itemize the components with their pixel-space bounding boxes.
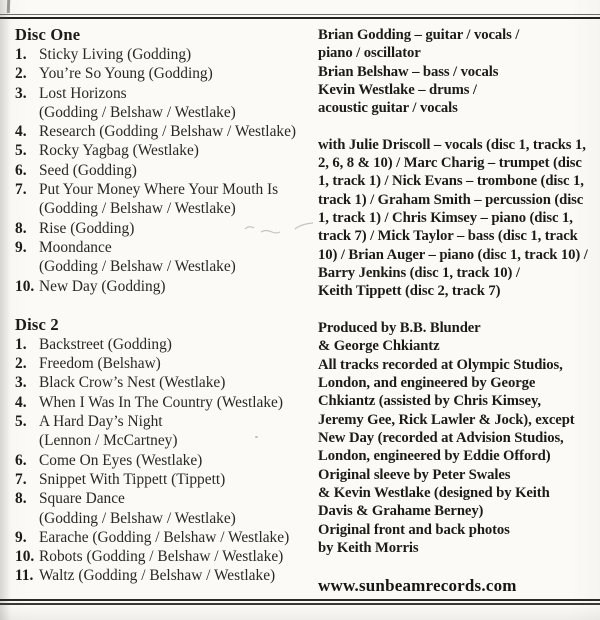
track-title-line: (Godding / Belshaw / Westlake) bbox=[39, 509, 236, 527]
track-row bbox=[15, 122, 311, 141]
track-number: 6. bbox=[15, 161, 27, 179]
track-number: 9. bbox=[15, 238, 27, 256]
credit-line: Produced by B.B. Blunder bbox=[318, 319, 481, 336]
credit-line: New Day (recorded at Advision Studios, bbox=[318, 429, 564, 446]
credit-line: Original sleeve by Peter Swales bbox=[318, 466, 511, 483]
credit-line: Kevin Westlake – drums / bbox=[318, 82, 477, 99]
track-number: 8. bbox=[15, 219, 27, 237]
production-credits-paragraph bbox=[318, 319, 598, 557]
record-label-website: www.sunbeamrecords.com bbox=[318, 576, 517, 596]
track-title bbox=[39, 354, 311, 373]
track-title-line: Square Dance bbox=[39, 490, 125, 508]
track-title bbox=[39, 64, 311, 83]
credit-line: 10) / Brian Auger – piano (disc 1, track 10) / bbox=[318, 246, 588, 263]
track-row bbox=[15, 161, 311, 180]
track-number: 7. bbox=[15, 470, 27, 488]
track-title bbox=[39, 84, 311, 123]
credit-line: 1, track 1) / Chris Kimsey – piano (disc 1, bbox=[318, 210, 573, 227]
track-row bbox=[15, 489, 311, 528]
track-title bbox=[39, 547, 311, 566]
track-number: 2. bbox=[15, 65, 27, 83]
credit-line: 2, 6, 8 & 10) / Marc Charig – trumpet (disc bbox=[318, 155, 582, 172]
track-row bbox=[15, 412, 311, 451]
credit-line: Barry Jenkins (disc 1, track 10) / bbox=[318, 265, 520, 282]
track-title bbox=[39, 141, 311, 160]
track-title bbox=[39, 122, 311, 141]
track-number: 6. bbox=[15, 451, 27, 469]
track-number: 3. bbox=[15, 374, 27, 392]
track-row bbox=[15, 64, 311, 83]
track-title-line: (Godding / Belshaw / Westlake) bbox=[39, 103, 236, 121]
credit-line: & Kevin Westlake (designed by Keith bbox=[318, 484, 550, 501]
disc-one-section bbox=[15, 24, 311, 296]
disc-one-track-list bbox=[15, 45, 311, 296]
track-number: 7. bbox=[15, 181, 27, 199]
track-title-line: (Godding / Belshaw / Westlake) bbox=[39, 258, 236, 276]
credit-line: Jeremy Gee, Rick Lawler & Jock), except bbox=[318, 411, 575, 428]
track-row bbox=[15, 451, 311, 470]
track-title-line: You’re So Young (Godding) bbox=[39, 65, 213, 83]
band-musicians-paragraph bbox=[318, 26, 598, 118]
track-title-line: Rocky Yagbag (Westlake) bbox=[39, 142, 199, 160]
scan-left-edge-shadow bbox=[0, 0, 11, 620]
track-number: 3. bbox=[15, 84, 27, 102]
disc-two-track-list bbox=[15, 335, 311, 586]
track-row bbox=[15, 470, 311, 489]
track-title-line: Research (Godding / Belshaw / Westlake) bbox=[39, 123, 297, 141]
track-number: 9. bbox=[15, 528, 27, 546]
track-title bbox=[39, 277, 311, 296]
track-title-line: Put Your Money Where Your Mouth Is bbox=[39, 181, 279, 199]
scan-corner-streak-artifact bbox=[7, 0, 10, 13]
track-title bbox=[39, 238, 311, 277]
credit-line: piano / oscillator bbox=[318, 45, 421, 62]
track-title-line: Earache (Godding / Belshaw / Westlake) bbox=[39, 528, 290, 546]
track-title bbox=[39, 393, 311, 412]
track-title-line: New Day (Godding) bbox=[39, 277, 166, 295]
track-row bbox=[15, 84, 311, 123]
track-title-line: Snippet With Tippett (Tippett) bbox=[39, 470, 226, 488]
credit-line: acoustic guitar / vocals bbox=[318, 100, 458, 117]
credit-line: 1, track 1) / Nick Evans – trombone (disc 1, bbox=[318, 173, 584, 190]
credit-line: London, and engineered by George bbox=[318, 374, 536, 391]
track-number: 10. bbox=[15, 548, 35, 566]
credits-column bbox=[318, 26, 598, 597]
guest-musicians-paragraph bbox=[318, 136, 598, 301]
track-title-line: Moondance bbox=[39, 238, 112, 256]
track-row bbox=[15, 354, 311, 373]
track-number: 4. bbox=[15, 123, 27, 141]
track-title-line: Robots (Godding / Belshaw / Westlake) bbox=[39, 548, 284, 566]
track-row bbox=[15, 393, 311, 412]
track-title-line: Backstreet (Godding) bbox=[39, 335, 172, 353]
track-title bbox=[39, 470, 311, 489]
credit-line: & George Chkiantz bbox=[318, 338, 440, 355]
track-title bbox=[39, 412, 311, 451]
track-number: 11. bbox=[15, 567, 34, 585]
track-number: 4. bbox=[15, 393, 27, 411]
track-number: 8. bbox=[15, 490, 27, 508]
track-title-line: (Godding / Belshaw / Westlake) bbox=[39, 200, 236, 218]
credit-line: by Keith Morris bbox=[318, 539, 419, 556]
disc-two-heading: Disc 2 bbox=[15, 314, 59, 334]
track-title bbox=[39, 489, 311, 528]
track-title bbox=[39, 566, 311, 585]
track-number: 2. bbox=[15, 355, 27, 373]
track-number: 5. bbox=[15, 142, 27, 160]
track-title-line: (Lennon / McCartney) bbox=[39, 432, 178, 450]
track-title bbox=[39, 373, 311, 392]
tracklist-column bbox=[15, 24, 311, 586]
track-title-line: A Hard Day’s Night bbox=[39, 413, 163, 431]
disc-two-section bbox=[15, 314, 311, 586]
track-row bbox=[15, 45, 311, 64]
track-title-line: Seed (Godding) bbox=[39, 161, 137, 179]
track-row bbox=[15, 335, 311, 354]
credit-line: Brian Godding – guitar / vocals / bbox=[318, 27, 520, 43]
track-title-line: Sticky Living (Godding) bbox=[39, 46, 192, 63]
track-row bbox=[15, 277, 311, 296]
track-row bbox=[15, 547, 311, 566]
top-double-rule bbox=[0, 14, 600, 19]
track-title bbox=[39, 335, 311, 354]
track-title-line: Rise (Godding) bbox=[39, 219, 135, 237]
credit-line: London, engineered by Eddie Offord) bbox=[318, 448, 551, 465]
track-title bbox=[39, 45, 311, 64]
track-row bbox=[15, 566, 311, 585]
track-number: 5. bbox=[15, 413, 27, 431]
track-title-line: Freedom (Belshaw) bbox=[39, 355, 161, 373]
credit-line: All tracks recorded at Olympic Studios, bbox=[318, 356, 563, 373]
track-number: 10. bbox=[15, 277, 35, 295]
credit-line: Chkiantz (assisted by Chris Kimsey, bbox=[318, 393, 541, 410]
track-title-line: Come On Eyes (Westlake) bbox=[39, 451, 203, 469]
credit-line: Original front and back photos bbox=[318, 521, 510, 538]
track-title bbox=[39, 161, 311, 180]
scan-speck-artifact bbox=[255, 436, 258, 438]
track-row bbox=[15, 180, 311, 219]
credit-line: track 1) / Graham Smith – percussion (disc bbox=[318, 191, 584, 208]
disc-one-heading: Disc One bbox=[15, 25, 81, 44]
track-title bbox=[39, 180, 311, 219]
track-title-line: Waltz (Godding / Belshaw / Westlake) bbox=[39, 567, 276, 585]
track-title bbox=[39, 528, 311, 547]
track-row bbox=[15, 373, 311, 392]
track-row bbox=[15, 141, 311, 160]
track-number: 1. bbox=[15, 335, 27, 353]
credit-line: Brian Belshaw – bass / vocals bbox=[318, 63, 499, 80]
credit-line: Keith Tippett (disc 2, track 7) bbox=[318, 283, 501, 300]
track-title bbox=[39, 451, 311, 470]
track-title-line: Lost Horizons bbox=[39, 84, 127, 102]
scan-bottom-edge-shadow bbox=[0, 606, 600, 620]
track-row bbox=[15, 238, 311, 277]
credit-line: Davis & Grahame Berney) bbox=[318, 503, 484, 520]
track-title-line: When I Was In The Country (Westlake) bbox=[39, 393, 283, 411]
track-row bbox=[15, 528, 311, 547]
pencil-mark-artifact bbox=[243, 221, 315, 239]
track-title-line: Black Crow’s Nest (Westlake) bbox=[39, 374, 226, 392]
bottom-double-rule bbox=[0, 599, 600, 605]
credit-line: track 7) / Mick Taylor – bass (disc 1, track bbox=[318, 228, 578, 245]
credit-line: with Julie Driscoll – vocals (disc 1, tracks 1, bbox=[318, 136, 586, 153]
track-number: 1. bbox=[15, 46, 27, 63]
